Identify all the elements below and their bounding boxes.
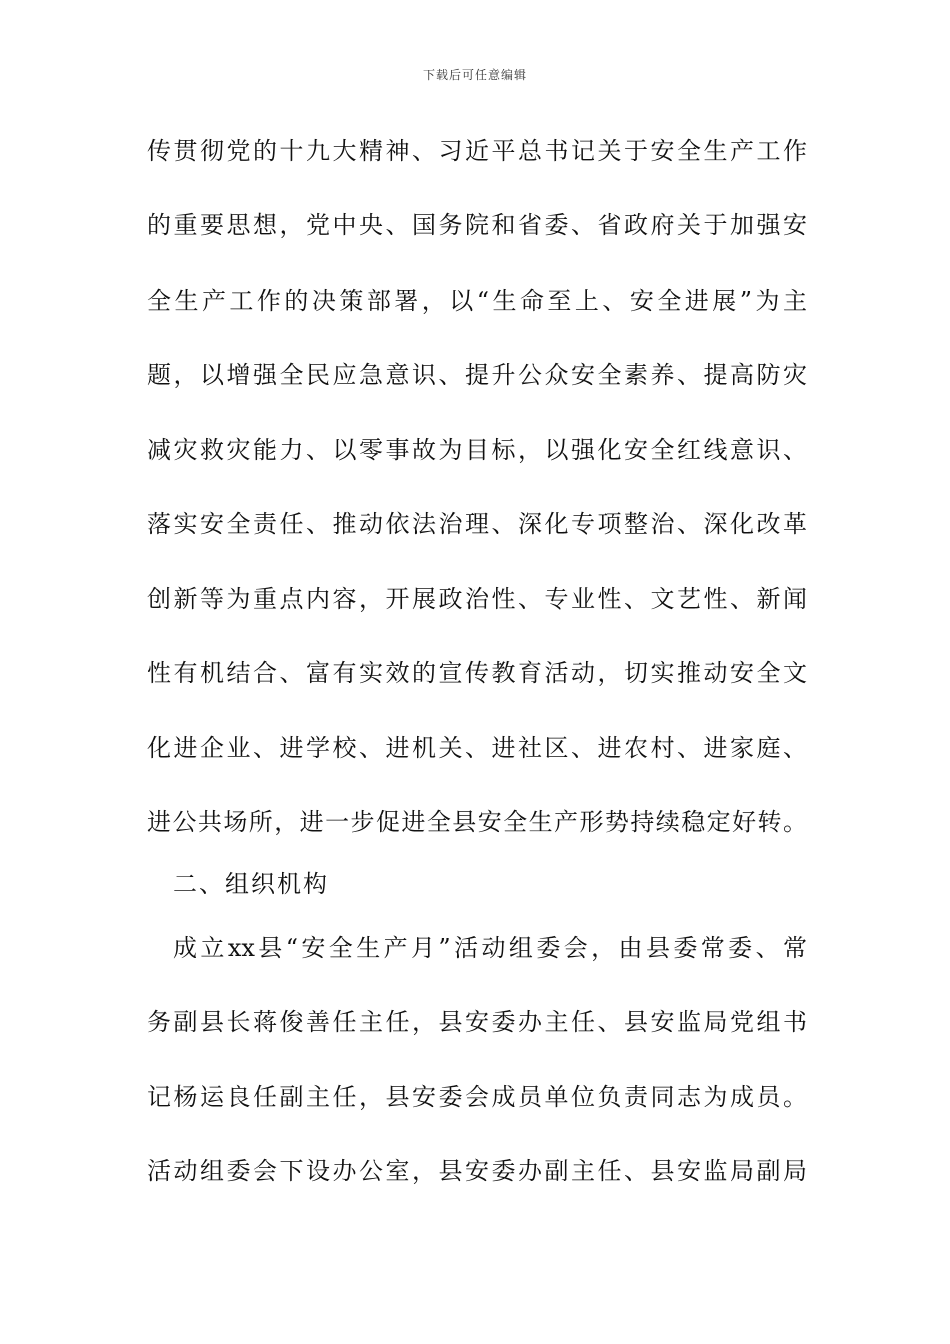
paragraph-line: 传贯彻党的十九大精神、习近平总书记关于安全生产工作 xyxy=(147,137,807,165)
paragraph-line: 化进企业、进学校、进机关、进社区、进农村、进家庭、 xyxy=(147,734,807,762)
paragraph-line: 务副县长蒋俊善任主任，县安委办主任、县安监局党组书 xyxy=(147,1008,807,1036)
paragraph-line: 落实安全责任、推动依法治理、深化专项整治、深化改革 xyxy=(147,510,807,538)
paragraph-line: 性有机结合、富有实效的宣传教育活动，切实推动安全文 xyxy=(147,659,807,687)
paragraph-line: 的重要思想，党中央、国务院和省委、省政府关于加强安 xyxy=(147,211,807,239)
paragraph-line: 记杨运良任副主任，县安委会成员单位负责同志为成员。 xyxy=(147,1083,807,1111)
paragraph-line: 成立xx县“安全生产月”活动组委会，由县委常委、常 xyxy=(173,934,807,962)
paragraph-line: 全生产工作的决策部署，以“生命至上、安全进展”为主 xyxy=(147,287,807,315)
paragraph-line: 进公共场所，进一步促进全县安全生产形势持续稳定好转。 xyxy=(147,808,807,836)
paragraph-line: 题，以增强全民应急意识、提升公众安全素养、提高防灾 xyxy=(147,361,807,389)
section-heading: 二、组织机构 xyxy=(173,870,329,898)
paragraph-line: 创新等为重点内容，开展政治性、专业性、文艺性、新闻 xyxy=(147,585,807,613)
paragraph-line: 减灾救灾能力、以零事故为目标，以强化安全红线意识、 xyxy=(147,436,807,464)
header-note: 下载后可任意编辑 xyxy=(422,68,527,82)
paragraph-line: 活动组委会下设办公室，县安委办副主任、县安监局副局 xyxy=(147,1157,807,1185)
